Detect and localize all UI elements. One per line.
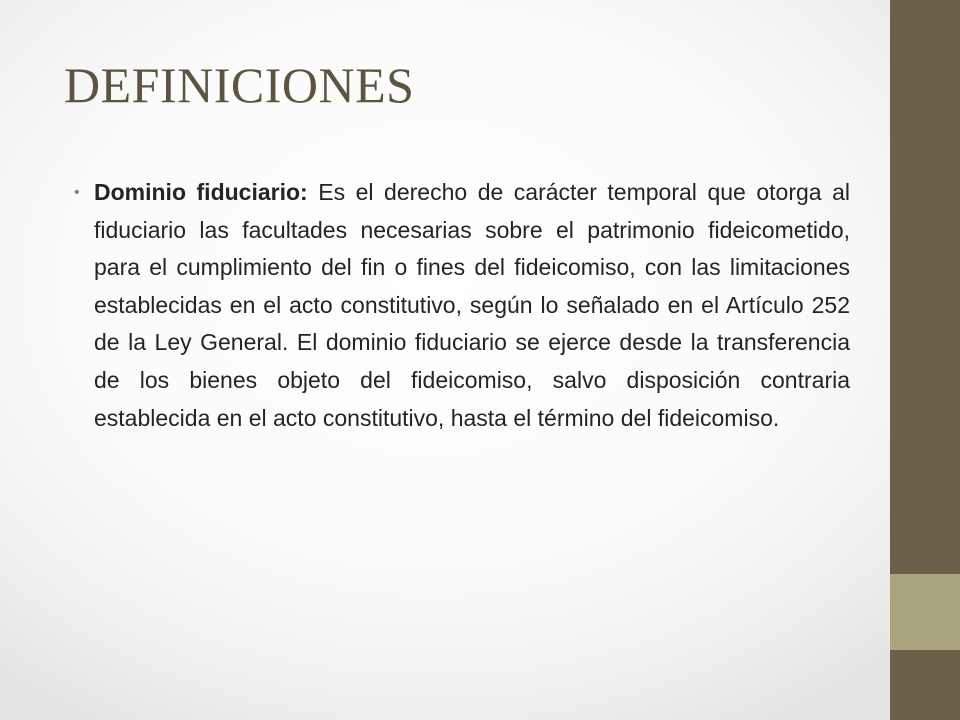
bullet-dot-icon: • <box>74 184 80 201</box>
slide-title: DEFINICIONES <box>64 57 415 113</box>
definition-text: Es el derecho de carácter temporal que otorga al fiduciario las facultades necesarias sobre el patrimonio fideicometido, para el cumplimiento del fin o fines del fideicomiso, con las limitaciones establecidas en el acto constitutivo, según lo señalado en el Artículo 252 de la Ley General. El dominio fiduciario se ejerce desde la transferencia de los bienes objeto del fideicomiso, salvo disposición contraria establecida en el acto constitutivo, hasta el término del fideicomiso. <box>94 179 850 431</box>
definition-term: Dominio fiduciario: <box>94 179 308 205</box>
bullet-item <box>74 174 850 437</box>
sidebar-bar-top <box>890 0 960 574</box>
sidebar-bar-bottom <box>890 650 960 720</box>
slide-content <box>74 174 850 437</box>
sidebar-bar-accent <box>890 574 960 650</box>
